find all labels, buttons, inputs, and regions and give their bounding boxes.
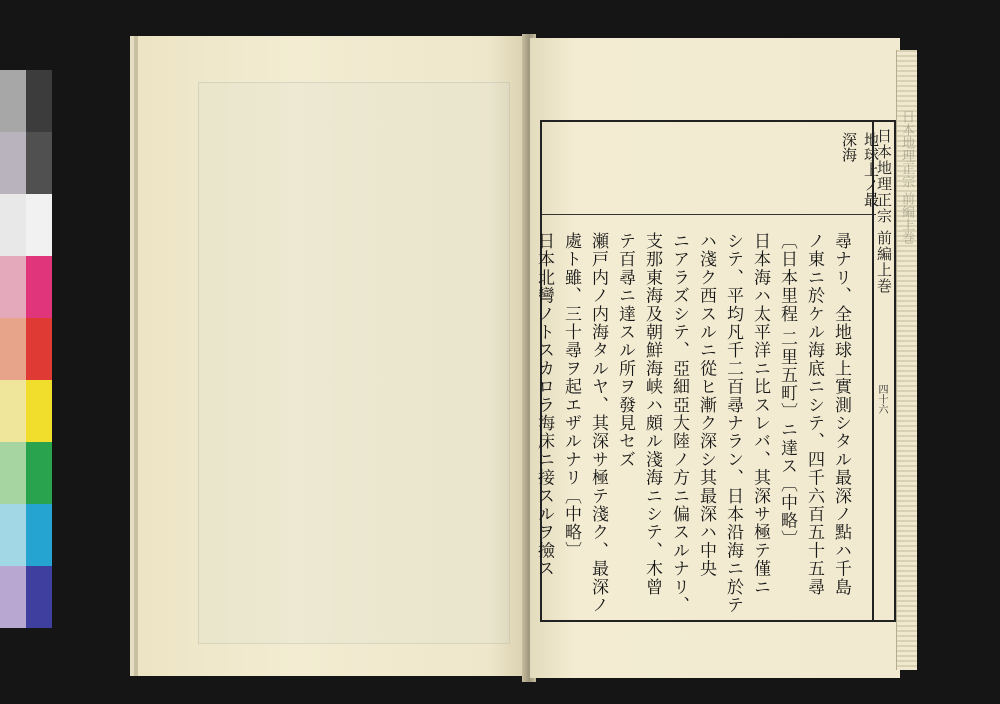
text-line: テ百尋ニ達スル所ヲ發見セズ xyxy=(615,232,635,469)
print-frame xyxy=(534,120,896,622)
edge-ghost-text: 日本地理正宗 前編上巻 xyxy=(899,110,914,245)
margin-column xyxy=(872,122,894,620)
color-patch xyxy=(26,566,52,628)
color-patch-row xyxy=(0,194,52,256)
text-line: 處ト雖、三十尋ヲ起エザルナリ〔中略〕 xyxy=(561,232,581,560)
color-patch xyxy=(0,70,26,132)
color-patch xyxy=(0,132,26,194)
text-line: 支那東海及朝鮮海峡ハ頗ル淺海ニシテ、木曾 xyxy=(642,232,662,596)
color-patch xyxy=(0,256,26,318)
book-title: 日本地理正宗 前編上巻 xyxy=(875,128,893,294)
text-line: 〔日本里程 二里五町〕ニ達ス〔中略〕 xyxy=(777,232,797,549)
color-patch-row xyxy=(0,132,52,194)
color-patch xyxy=(0,380,26,442)
color-patch-row xyxy=(0,442,52,504)
color-patch xyxy=(26,194,52,256)
headnote-line: 地球上ノ最 xyxy=(862,132,880,207)
color-patch xyxy=(26,504,52,566)
text-line: 尋ナリ、全地球上實測シタル最深ノ點ハ千島 xyxy=(831,232,851,596)
page-number: 四十六 xyxy=(876,384,887,414)
text-line: ノ東ニ於ケル海底ニシテ、四千六百五十五尋 xyxy=(804,232,824,596)
text-line: シテ、平均凡千二百尋ナラン、日本沿海ニ於テ xyxy=(723,232,743,615)
left-page-blank xyxy=(138,36,528,676)
text-line: 瀬戸内ノ内海タルヤ、其深サ極テ淺ク、最深ノ xyxy=(588,232,608,615)
color-patch-row xyxy=(0,70,52,132)
text-line: 日本北彎ノトスカロラ海床ニ接スルヲ撿ス xyxy=(534,232,554,578)
color-calibration-strip xyxy=(0,70,52,628)
color-patch-row xyxy=(0,566,52,628)
right-page-edge xyxy=(896,50,917,670)
color-patch xyxy=(0,442,26,504)
color-patch-row xyxy=(0,380,52,442)
color-patch xyxy=(26,256,52,318)
color-patch xyxy=(26,318,52,380)
main-text xyxy=(534,232,854,616)
color-patch-row xyxy=(0,256,52,318)
color-patch xyxy=(26,380,52,442)
color-patch-row xyxy=(0,504,52,566)
show-through-print xyxy=(198,82,510,644)
text-line: ニアラズシテ、亞細亞大陸ノ方ニ偏スルナリ、 xyxy=(669,232,689,615)
color-patch-row xyxy=(0,318,52,380)
color-patch xyxy=(26,442,52,504)
color-patch xyxy=(26,70,52,132)
text-line: ハ淺ク西スルニ從ヒ漸ク深シ其最深ハ中央 xyxy=(696,232,716,578)
headnote-line: 深海 xyxy=(840,132,858,162)
color-patch xyxy=(0,566,26,628)
headnote-rule xyxy=(542,214,876,215)
color-patch xyxy=(0,318,26,380)
text-line: 日本海ハ太平洋ニ比スレバ、其深サ極テ僅ニ xyxy=(750,232,770,596)
color-patch xyxy=(26,132,52,194)
color-patch xyxy=(0,504,26,566)
color-patch xyxy=(0,194,26,256)
